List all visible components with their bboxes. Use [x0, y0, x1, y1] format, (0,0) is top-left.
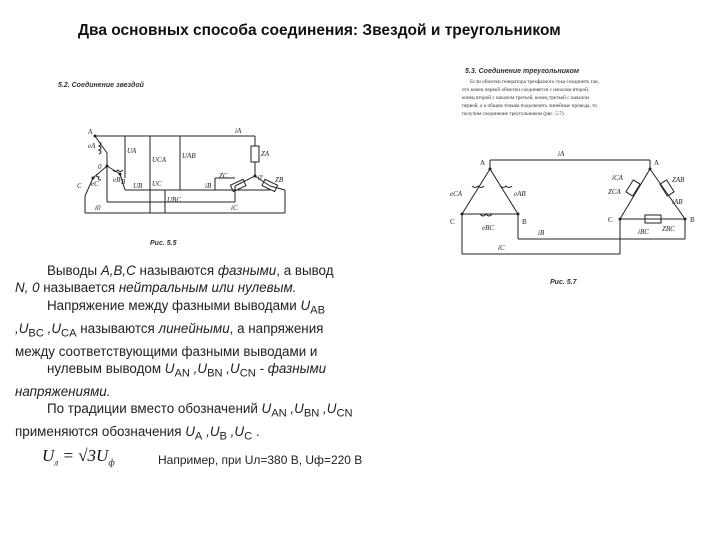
star-label-ZC: ZC	[219, 172, 228, 180]
delta-label-C-load: C	[608, 216, 613, 224]
delta-label-eCA: eCA	[450, 190, 463, 198]
body-line-8: По традиции вместо обозначений $U_{AN}$ $,U_{BN}$ $,U_{CN}$	[47, 401, 353, 420]
delta-section-heading: 5.3. Соединение треугольником	[465, 68, 580, 75]
body-line-7: напряжениями.	[15, 383, 111, 399]
star-section-heading: 5.2. Соединение звездой	[58, 82, 144, 89]
delta-label-eBC: eBC	[482, 224, 495, 232]
delta-paragraph-line-1: Если обмотки генератора трехфазного тока соединить так,	[470, 79, 600, 85]
body-line-6: нулевым выводом $U_{AN}$ $,U_{BN}$ $,U_{CN}$ - фазными	[47, 360, 327, 380]
delta-label-iC: iC	[498, 244, 505, 252]
delta-label-iB: iB	[538, 229, 545, 237]
star-connection-diagram	[55, 78, 290, 248]
delta-label-iA: iA	[558, 150, 565, 158]
delta-paragraph-line-3: конец второй с началом третьей, конец третьей с началом	[462, 95, 590, 101]
body-line-4: $,U_{BC}$ $,U_{CA}$ называются линейными, а напряжения	[15, 320, 324, 340]
delta-label-iBC: iBC	[638, 228, 649, 236]
star-label-iB: iB	[205, 182, 212, 190]
star-label-UC: UC	[152, 180, 162, 188]
star-label-UAB: UAB	[182, 152, 196, 160]
star-label-A: A	[88, 128, 93, 136]
star-label-i0: i0	[95, 204, 101, 212]
delta-paragraph-line-4: первой, а к общим точкам подключить линейные провода, то	[462, 103, 597, 109]
body-text	[15, 262, 415, 446]
example-text: Например, при Uл=380 В, Uф=220 В	[158, 453, 363, 467]
star-label-neutral-load: 0'	[258, 174, 263, 182]
body-line-9: применяются обозначения $U_A$ $,U_B$ $,U_C$ .	[15, 424, 260, 443]
delta-figure-caption: Рис. 5.7	[550, 279, 577, 286]
delta-label-ZAB: ZAB	[672, 176, 685, 184]
delta-label-B-gen: B	[522, 218, 527, 226]
delta-label-A-gen: A	[480, 159, 486, 167]
slide-title: Два основных способа соединения: Звездой и треугольником	[78, 22, 561, 39]
delta-label-A-load: A	[654, 159, 660, 167]
star-label-ZB: ZB	[275, 176, 284, 184]
body-line-3: Напряжение между фазными выводами $U_{AB}$	[47, 297, 326, 317]
delta-paragraph-line-2: что конец первой обмотки соединяется с началом второй,	[462, 87, 590, 93]
star-label-iA: iA	[235, 127, 242, 135]
body-line-1: Выводы A,B,C называются фазными, а вывод	[47, 263, 334, 278]
star-label-C: C	[77, 182, 82, 190]
star-label-UCA: UCA	[152, 156, 166, 164]
body-line-2: N, 0 называется нейтральным или нулевым.	[15, 280, 297, 296]
body-line-5: между соответствующими фазными выводами и	[15, 343, 318, 359]
delta-label-ZCA: ZCA	[608, 188, 621, 196]
delta-label-ZBC: ZBC	[662, 225, 675, 233]
star-label-UBC: UBC	[167, 196, 181, 204]
star-label-iC: iC	[231, 204, 238, 212]
star-figure-caption: Рис. 5.5	[150, 240, 177, 247]
delta-label-eAB: eAB	[514, 190, 526, 198]
star-label-UA: UA	[127, 147, 137, 155]
delta-paragraph-line-5: получим соединение треугольником (рис. 5.7).	[462, 111, 565, 117]
star-label-eB: eB	[113, 176, 121, 184]
star-label-UB: UB	[133, 182, 143, 190]
delta-label-C-gen: C	[450, 218, 455, 226]
star-label-B: B	[121, 178, 126, 186]
star-label-eA: eA	[88, 142, 96, 150]
star-label-eC: eC	[91, 180, 99, 188]
delta-label-iCA: iCA	[612, 174, 623, 182]
delta-connection-diagram	[440, 64, 718, 294]
star-label-ZA: ZA	[261, 150, 270, 158]
star-label-neutral: 0	[98, 163, 102, 171]
line-phase-voltage-formula: $U_л = √3U_ф$	[42, 446, 115, 468]
delta-label-iAB: iAB	[672, 198, 683, 206]
delta-label-B-load: B	[690, 216, 695, 224]
